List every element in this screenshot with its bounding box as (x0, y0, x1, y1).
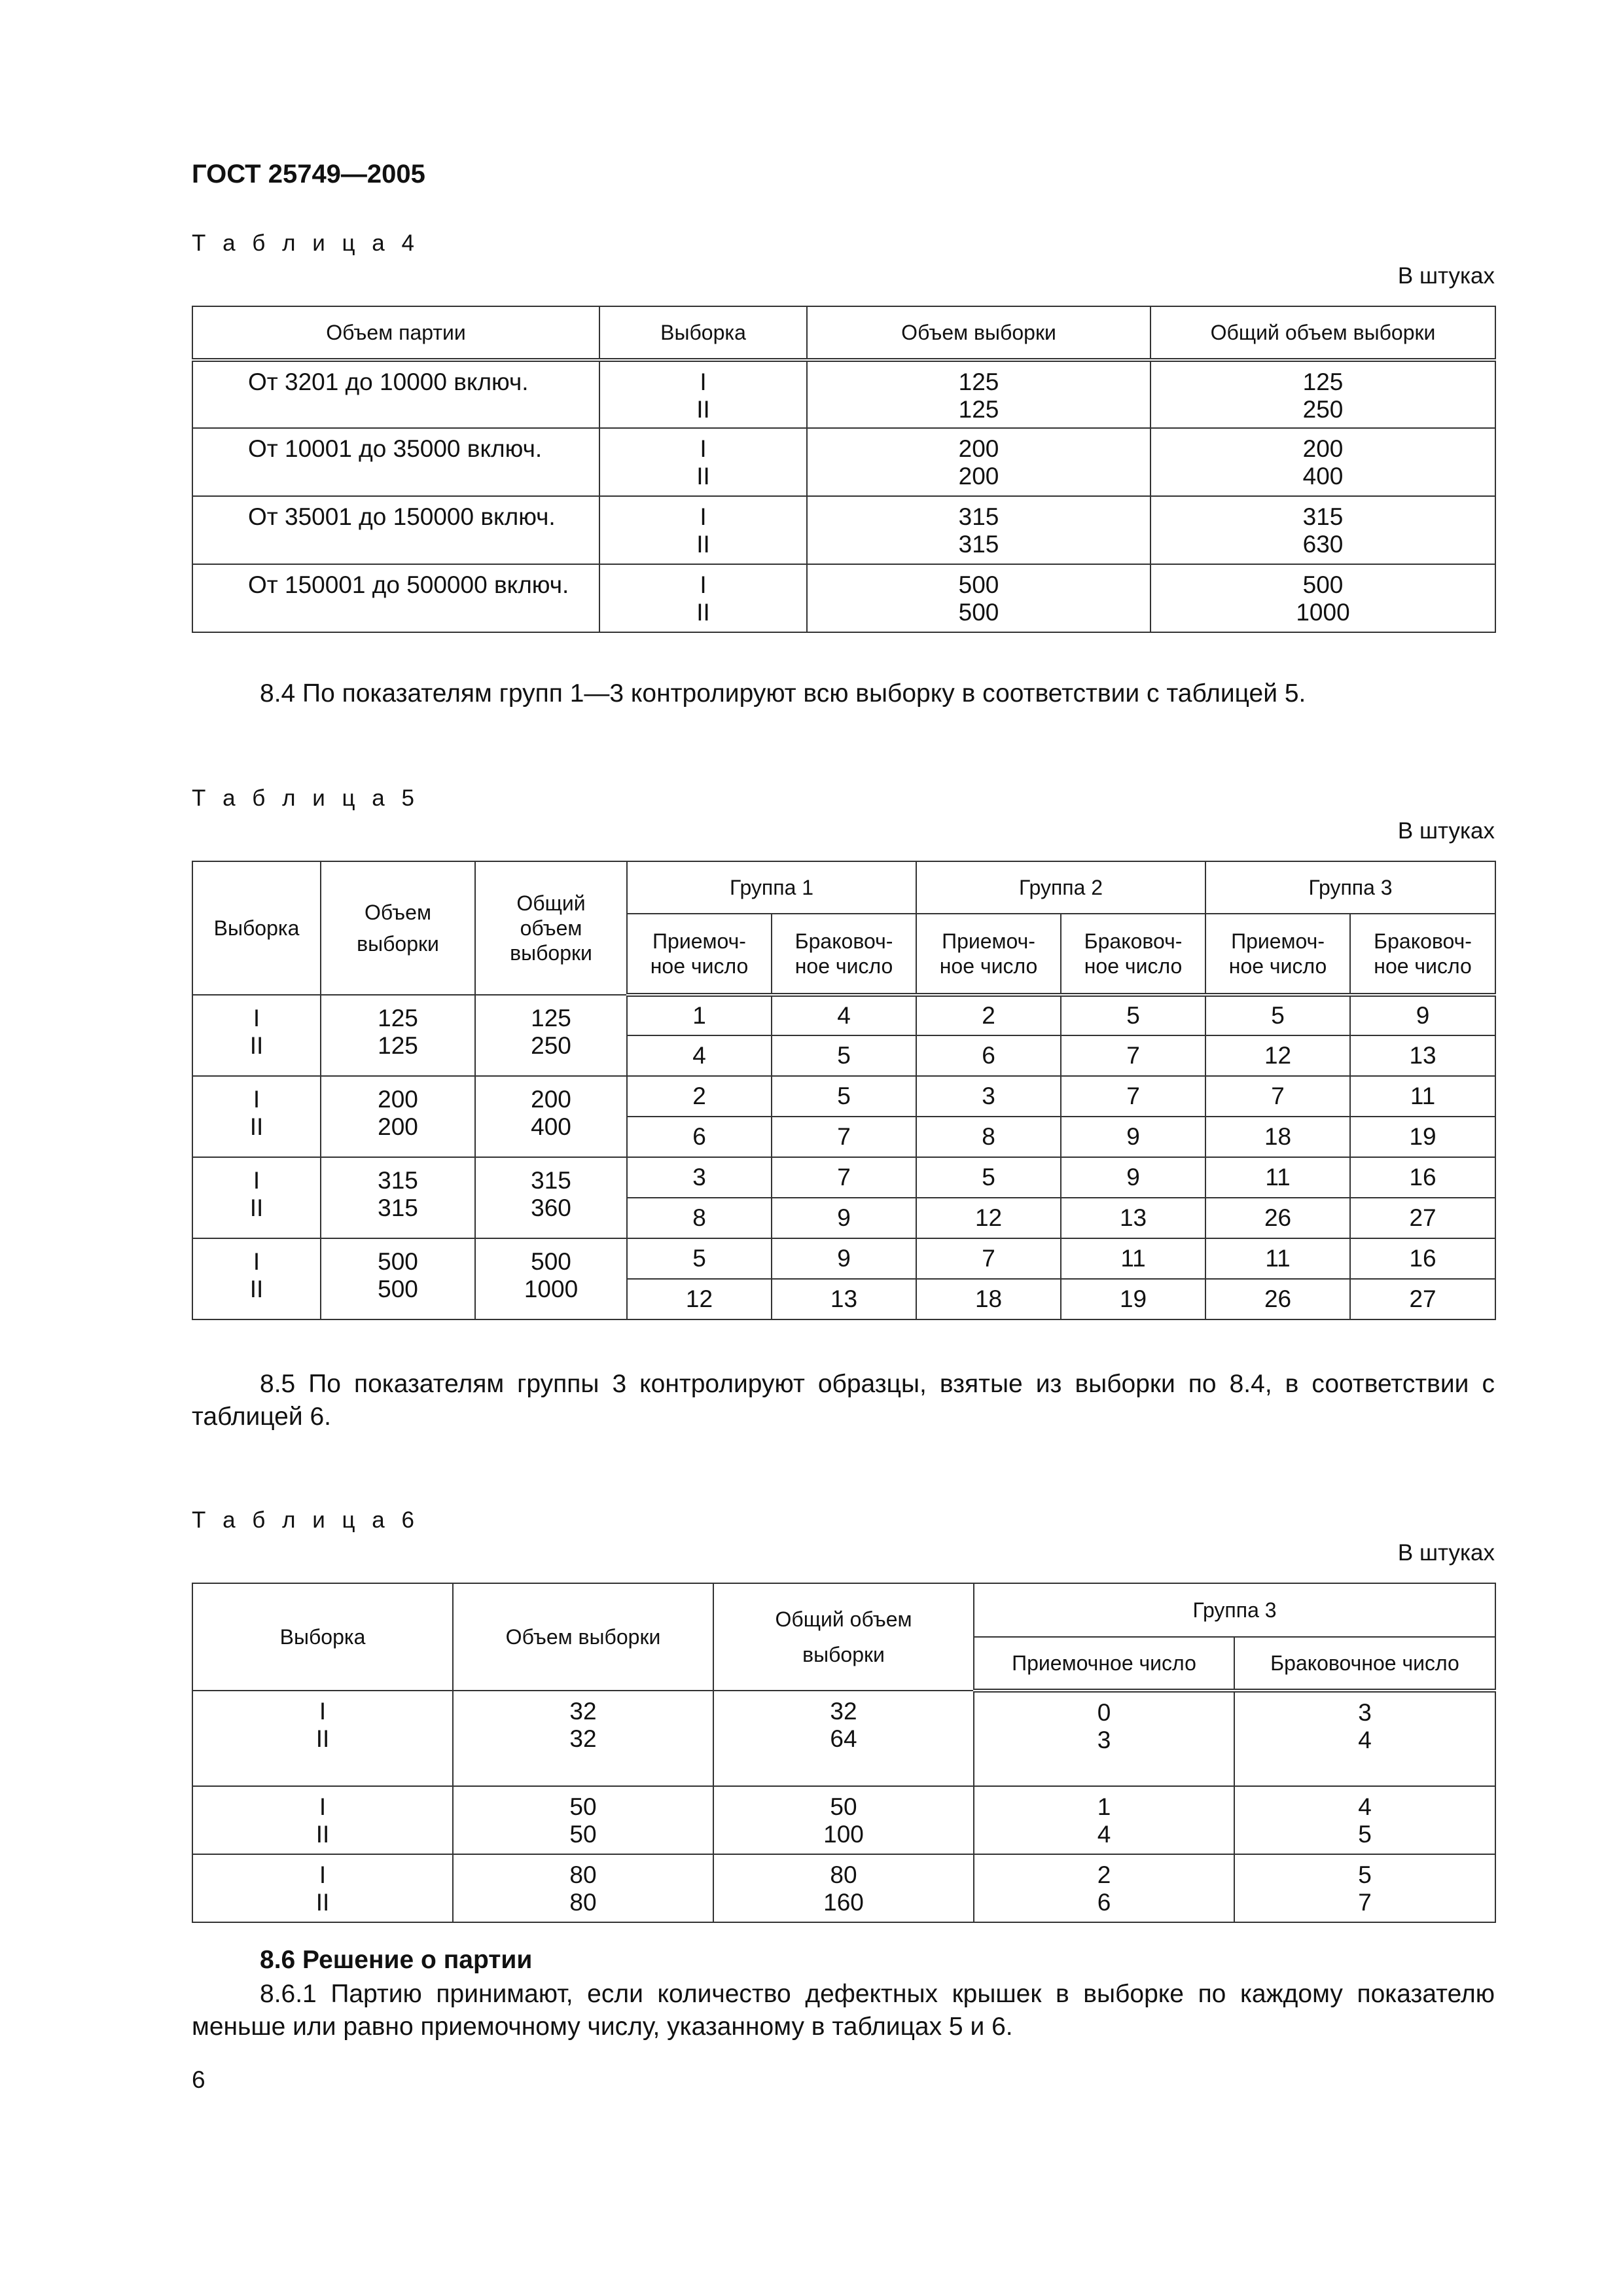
value-cell: 7 (916, 1238, 1061, 1279)
lot-range: От 150001 до 500000 включ. (192, 564, 599, 632)
total-size-cell: 125 250 (475, 995, 627, 1076)
table-row (192, 360, 1495, 428)
value-cell: 12 (916, 1198, 1061, 1238)
table5-header-total-size: Общий объем выборки (475, 861, 627, 995)
table-row (192, 1691, 1495, 1786)
value-cell: 11 (1205, 1238, 1350, 1279)
total-size-cell: 500 1000 (1150, 564, 1495, 632)
value-cell: 16 (1350, 1238, 1495, 1279)
value-cell: 8 (916, 1117, 1061, 1157)
sample-size-cell: 50 50 (453, 1786, 713, 1854)
table5-header-sample: Выборка (192, 861, 321, 995)
value-cell: 16 (1350, 1157, 1495, 1198)
sample-cell: I II (599, 428, 807, 496)
value-cell: 7 (772, 1117, 916, 1157)
table6-caption: Т а б л и ц а 6 (192, 1507, 419, 1533)
value-cell: 2 (916, 995, 1061, 1035)
paragraph-8-6-1: 8.6.1 Партию принимают, если количество дефектных крышек в выборке по каждому показателю меньше или равно приемочному числу, указанному в таблицах 5 и 6. (192, 1980, 1495, 2041)
acceptance-cell: 0 3 (974, 1691, 1234, 1786)
table4-header-total-size: Общий объем выборки (1150, 306, 1495, 360)
total-size-cell: 200 400 (475, 1076, 627, 1157)
value-cell: 7 (1061, 1076, 1205, 1117)
page-number: 6 (192, 2066, 205, 2093)
table5-caption: Т а б л и ц а 5 (192, 785, 419, 811)
table5-unit: В штуках (1397, 818, 1495, 844)
table4-header-lot: Объем партии (192, 306, 599, 360)
sample-cell: I II (192, 995, 321, 1076)
table4-unit: В штуках (1397, 263, 1495, 289)
table4-header-row (192, 306, 1495, 360)
acceptance-number-header: Приемочное число (974, 1637, 1234, 1691)
value-cell: 5 (772, 1076, 916, 1117)
acceptance-number-header: Приемоч- ное число (627, 914, 772, 995)
value-cell: 5 (1205, 995, 1350, 1035)
rejection-number-header: Браковоч- ное число (1350, 914, 1495, 995)
value-cell: 13 (1061, 1198, 1205, 1238)
total-size-cell: 50 100 (713, 1786, 974, 1854)
value-cell: 5 (1061, 995, 1205, 1035)
value-cell: 18 (916, 1279, 1061, 1319)
total-size-cell: 500 1000 (475, 1238, 627, 1319)
section-8-6-title: 8.6 Решение о партии (260, 1946, 533, 1974)
sample-size-cell: 125 125 (321, 995, 475, 1076)
table6-header-sample-size: Объем выборки (453, 1583, 713, 1691)
rejection-cell: 5 7 (1234, 1854, 1495, 1922)
table-row (192, 1157, 1495, 1198)
sample-size-cell: 200 200 (807, 428, 1150, 496)
value-cell: 26 (1205, 1198, 1350, 1238)
total-size-cell: 32 64 (713, 1691, 974, 1786)
sample-cell: I II (192, 1157, 321, 1238)
table6-header-total-size: Общий объем выборки (713, 1583, 974, 1691)
table5-header-group-2: Группа 2 (916, 861, 1205, 914)
value-cell: 19 (1350, 1117, 1495, 1157)
table-row (192, 995, 1495, 1035)
value-cell: 9 (1350, 995, 1495, 1035)
value-cell: 3 (627, 1157, 772, 1198)
value-cell: 7 (772, 1157, 916, 1198)
lot-range: От 3201 до 10000 включ. (192, 360, 599, 428)
value-cell: 5 (916, 1157, 1061, 1198)
value-cell: 11 (1061, 1238, 1205, 1279)
value-cell: 4 (627, 1035, 772, 1076)
sample-cell: I II (192, 1691, 453, 1786)
value-cell: 12 (627, 1279, 772, 1319)
sample-size-cell: 80 80 (453, 1854, 713, 1922)
value-cell: 5 (627, 1238, 772, 1279)
value-cell: 7 (1205, 1076, 1350, 1117)
table6-header-group-3: Группа 3 (974, 1583, 1495, 1637)
sample-size-cell: 500 500 (321, 1238, 475, 1319)
total-size-cell: 200 400 (1150, 428, 1495, 496)
sample-size-cell: 315 315 (807, 496, 1150, 564)
table-6 (192, 1583, 1496, 1923)
sample-cell: I II (192, 1238, 321, 1319)
value-cell: 9 (1061, 1117, 1205, 1157)
value-cell: 5 (772, 1035, 916, 1076)
sample-cell: I II (192, 1076, 321, 1157)
value-cell: 1 (627, 995, 772, 1035)
table-row (192, 428, 1495, 496)
total-size-cell: 315 360 (475, 1157, 627, 1238)
table-5 (192, 861, 1496, 1320)
table5-header-group-3: Группа 3 (1205, 861, 1495, 914)
value-cell: 27 (1350, 1198, 1495, 1238)
value-cell: 9 (772, 1238, 916, 1279)
table6-unit: В штуках (1397, 1540, 1495, 1566)
paragraph-8-5: 8.5 По показателям группы 3 контролируют образцы, взятые из выборки по 8.4, в соответствии с таблицей 6. (192, 1370, 1495, 1431)
table-row (192, 1238, 1495, 1279)
value-cell: 11 (1350, 1076, 1495, 1117)
table4-header-sample-size: Объем выборки (807, 306, 1150, 360)
value-cell: 8 (627, 1198, 772, 1238)
sample-cell: I II (192, 1854, 453, 1922)
acceptance-number-header: Приемоч- ное число (1205, 914, 1350, 995)
value-cell: 27 (1350, 1279, 1495, 1319)
total-size-cell: 315 630 (1150, 496, 1495, 564)
value-cell: 11 (1205, 1157, 1350, 1198)
document-header: ГОСТ 25749—2005 (192, 160, 425, 188)
table5-header-row (192, 861, 1495, 914)
table-row (192, 496, 1495, 564)
sample-size-cell: 315 315 (321, 1157, 475, 1238)
value-cell: 12 (1205, 1035, 1350, 1076)
value-cell: 3 (916, 1076, 1061, 1117)
value-cell: 7 (1061, 1035, 1205, 1076)
paragraph-8-4: 8.4 По показателям групп 1—3 контролируют всю выборку в соответствии с таблицей 5. (260, 679, 1306, 708)
rejection-number-header: Браковочное число (1234, 1637, 1495, 1691)
acceptance-cell: 1 4 (974, 1786, 1234, 1854)
table-4 (192, 306, 1496, 633)
rejection-cell: 3 4 (1234, 1691, 1495, 1786)
total-size-cell: 80 160 (713, 1854, 974, 1922)
table5-header-group-1: Группа 1 (627, 861, 916, 914)
table4-header-sample: Выборка (599, 306, 807, 360)
value-cell: 13 (772, 1279, 916, 1319)
table4-caption: Т а б л и ц а 4 (192, 230, 419, 256)
sample-size-cell: 32 32 (453, 1691, 713, 1786)
value-cell: 4 (772, 995, 916, 1035)
sample-cell: I II (192, 1786, 453, 1854)
table6-header-row (192, 1583, 1495, 1637)
value-cell: 9 (772, 1198, 916, 1238)
acceptance-cell: 2 6 (974, 1854, 1234, 1922)
rejection-cell: 4 5 (1234, 1786, 1495, 1854)
rejection-number-header: Браковоч- ное число (772, 914, 916, 995)
table-row (192, 1786, 1495, 1854)
value-cell: 19 (1061, 1279, 1205, 1319)
total-size-cell: 125 250 (1150, 360, 1495, 428)
table-row (192, 1076, 1495, 1117)
value-cell: 13 (1350, 1035, 1495, 1076)
sample-cell: I II (599, 360, 807, 428)
lot-range: От 35001 до 150000 включ. (192, 496, 599, 564)
value-cell: 6 (916, 1035, 1061, 1076)
sample-size-cell: 500 500 (807, 564, 1150, 632)
table-row (192, 1854, 1495, 1922)
value-cell: 6 (627, 1117, 772, 1157)
value-cell: 18 (1205, 1117, 1350, 1157)
sample-size-cell: 200 200 (321, 1076, 475, 1157)
sample-cell: I II (599, 564, 807, 632)
table6-header-sample: Выборка (192, 1583, 453, 1691)
value-cell: 26 (1205, 1279, 1350, 1319)
sample-size-cell: 125 125 (807, 360, 1150, 428)
table5-header-sample-size: Объем выборки (321, 861, 475, 995)
value-cell: 2 (627, 1076, 772, 1117)
rejection-number-header: Браковоч- ное число (1061, 914, 1205, 995)
lot-range: От 10001 до 35000 включ. (192, 428, 599, 496)
sample-cell: I II (599, 496, 807, 564)
acceptance-number-header: Приемоч- ное число (916, 914, 1061, 995)
value-cell: 9 (1061, 1157, 1205, 1198)
table-row (192, 564, 1495, 632)
